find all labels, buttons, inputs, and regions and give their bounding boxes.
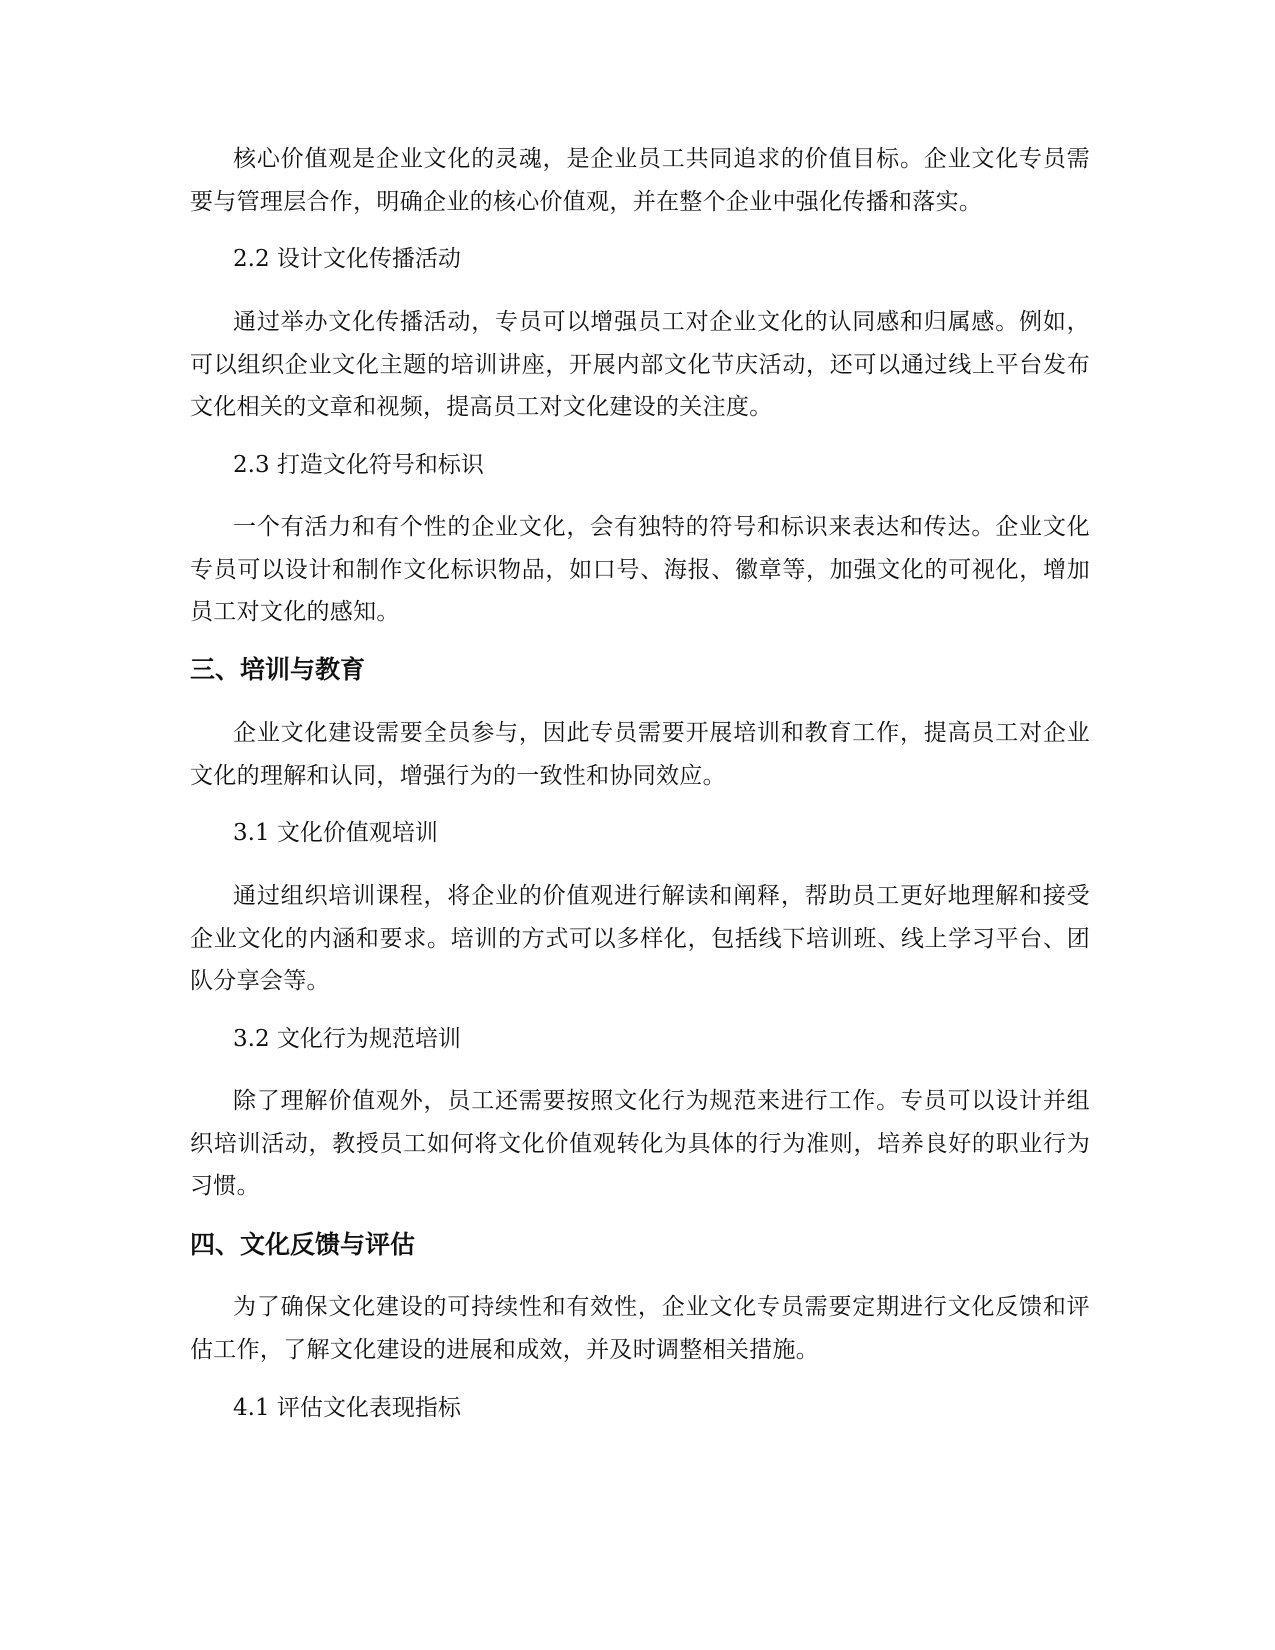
paragraph-culture-symbols: 一个有活力和有个性的企业文化，会有独特的符号和标识来表达和传达。企业文化专员可以设计和制作文化标识物品，如口号、海报、徽章等，加强文化的可视化，增加员工对文化的感知。 bbox=[190, 514, 1090, 625]
section-heading-feedback: 四、文化反馈与评估 bbox=[190, 1230, 416, 1259]
paragraph-behavior-training: 除了理解价值观外，员工还需要按照文化行为规范来进行工作。专员可以设计并组织培训活动，教授员工如何将文化价值观转化为具体的行为准则，培养良好的职业行为习惯。 bbox=[190, 1088, 1090, 1199]
subheading-2-3: 2.3 打造文化符号和标识 bbox=[233, 452, 484, 478]
paragraph-feedback-intro: 为了确保文化建设的可持续性和有效性，企业文化专员需要定期进行文化反馈和评估工作，了解文化建设的进展和成效，并及时调整相关措施。 bbox=[190, 1294, 1090, 1363]
subheading-3-1: 3.1 文化价值观培训 bbox=[233, 820, 438, 846]
paragraph-culture-activities: 通过举办文化传播活动，专员可以增强员工对企业文化的认同感和归属感。例如，可以组织企业文化主题的培训讲座，开展内部文化节庆活动，还可以通过线上平台发布文化相关的文章和视频，提高员工对文化建设的关注度。 bbox=[190, 309, 1090, 420]
subheading-2-2: 2.2 设计文化传播活动 bbox=[233, 246, 461, 272]
paragraph-core-values: 核心价值观是企业文化的灵魂，是企业员工共同追求的价值目标。企业文化专员需要与管理层合作，明确企业的核心价值观，并在整个企业中强化传播和落实。 bbox=[190, 146, 1090, 215]
subheading-4-1: 4.1 评估文化表现指标 bbox=[233, 1395, 461, 1421]
paragraph-training-intro: 企业文化建设需要全员参与，因此专员需要开展培训和教育工作，提高员工对企业文化的理解和认同，增强行为的一致性和协同效应。 bbox=[190, 720, 1090, 789]
paragraph-values-training: 通过组织培训课程，将企业的价值观进行解读和阐释，帮助员工更好地理解和接受企业文化的内涵和要求。培训的方式可以多样化，包括线下培训班、线上学习平台、团队分享会等。 bbox=[190, 883, 1090, 994]
subheading-3-2: 3.2 文化行为规范培训 bbox=[233, 1026, 461, 1052]
section-heading-training: 三、培训与教育 bbox=[190, 655, 366, 684]
